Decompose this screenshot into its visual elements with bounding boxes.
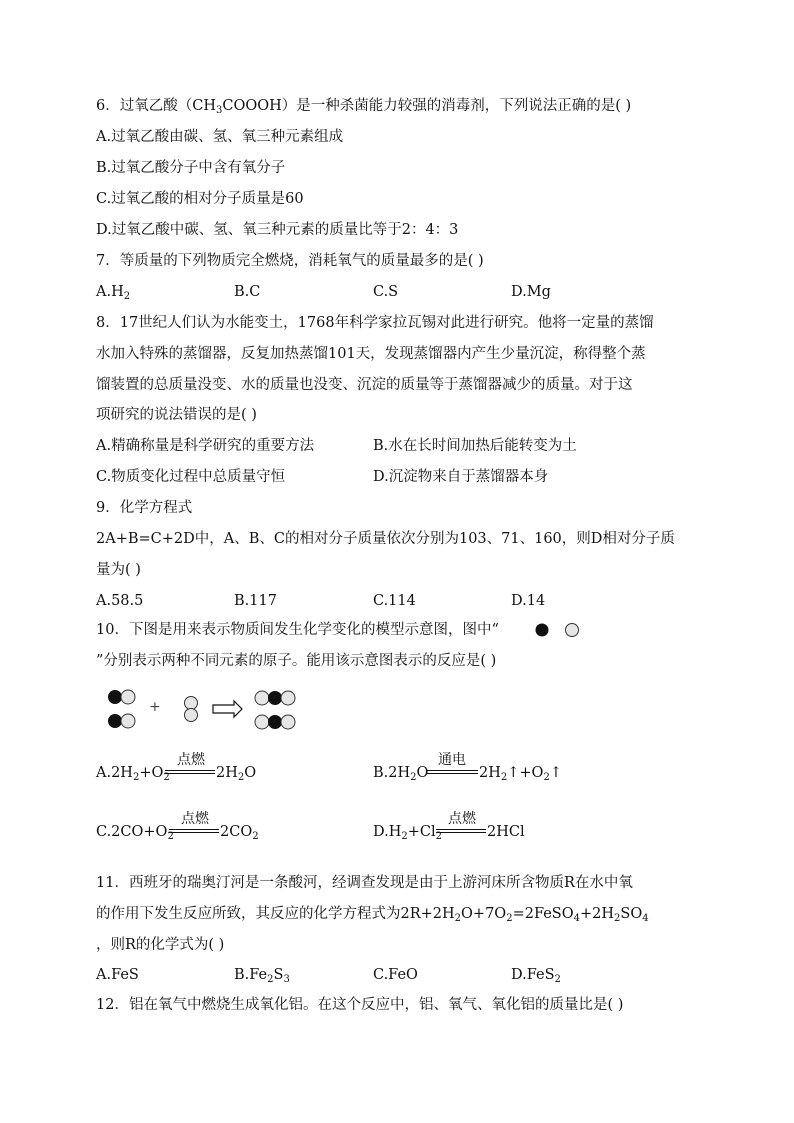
q10-b-condition: 通电: [438, 752, 466, 768]
q9-stem-line-2: 2A+B=C+2D中，A、B、C的相对分子质量依次分别为103、71、160，则D相对分子质: [96, 531, 675, 547]
q6-option-c: C.过氧乙酸的相对分子质量是60: [96, 191, 304, 207]
q9-stem-line-3: 量为( ): [96, 562, 141, 578]
q9-option-c: C.114: [373, 593, 416, 609]
q11-stem-line-3: ，则R的化学式为( ): [96, 937, 225, 953]
product-molecule-1: [255, 691, 295, 705]
equation-bar: [436, 832, 486, 833]
q10-option-d: $D.H_2+Cl_2$: [373, 824, 443, 842]
q10-option-a: $A.2H_2+O_2$: [96, 765, 170, 783]
q8-stem-line-4: 项研究的说法错误的是( ): [96, 407, 257, 423]
q10-b-product: $2H_2↑+O_2↑$: [479, 765, 562, 783]
q7-option-b: B.C: [234, 284, 261, 300]
reaction-model-diagram: [104, 684, 304, 734]
atom-legend-icons: [532, 620, 582, 640]
white-atom-icon: [185, 709, 198, 722]
equation-bar: [426, 773, 478, 774]
q8-option-b: B.水在长时间加热后能转变为土: [373, 438, 577, 454]
q7-option-c: C.S: [373, 284, 399, 300]
q11-option-d: D.FeS$_2$: [511, 967, 561, 985]
white-atom-icon: [281, 715, 295, 729]
black-atom-icon: [108, 714, 122, 728]
reaction-arrow-icon: [213, 701, 242, 717]
q8-option-a: A.精确称量是科学研究的重要方法: [96, 438, 315, 454]
q10-c-product: $2CO_2$: [220, 824, 259, 842]
black-atom-icon: [108, 690, 122, 704]
q10-option-c: $C.2CO+O_2$: [96, 824, 174, 842]
q8-stem-line-3: 馏装置的总质量没变、水的质量也没变、沉淀的质量等于蒸馏器减少的质量。对于这: [96, 377, 633, 393]
equation-bar: [165, 770, 215, 771]
q6-option-a: A.过氧乙酸由碳、氢、氧三种元素组成: [96, 129, 344, 145]
q9-option-b: B.117: [234, 593, 277, 609]
q11-option-b: $B.Fe_2S_3$: [234, 967, 290, 985]
q7-option-a: $A.H_2$: [96, 284, 131, 302]
q11-option-c: C.FeO: [373, 967, 418, 983]
q8-option-d: D.沉淀物来自于蒸馏器本身: [373, 469, 549, 485]
white-atom-icon: [121, 714, 135, 728]
white-atom-icon: [255, 691, 269, 705]
equation-bar: [169, 829, 219, 830]
product-molecule-2: [255, 715, 295, 729]
equation-bar: [169, 832, 219, 833]
white-atom-icon: [255, 715, 269, 729]
q12-stem: 12．铝在氧气中燃烧生成氧化铝。在这个反应中，铝、氧气、氧化铝的质量比是( ): [96, 997, 624, 1013]
white-atom-icon: [121, 690, 135, 704]
white-atom-icon: [566, 624, 579, 637]
q10-d-product: 2HCl: [487, 824, 525, 840]
q10-a-product: $2H_2O$: [216, 765, 257, 783]
reactant-molecule-2: [185, 697, 198, 722]
equation-bar: [165, 773, 215, 774]
reactant-molecule-1: [108, 690, 135, 728]
q8-stem-line-1: 8．17世纪人们认为水能变土，1768年科学家拉瓦锡对此进行研究。他将一定量的蒸馏: [96, 315, 654, 331]
equation-bar: [426, 770, 478, 771]
q11-equation: $2R+2H_2O+7O_2=2FeSO_4+2H_2SO_4$: [400, 906, 649, 924]
plus-sign: +: [149, 699, 161, 715]
q10-c-condition: 点燃: [181, 811, 209, 827]
q10-stem-line-2: ”分别表示两种不同元素的原子。能用该示意图表示的反应是( ): [96, 653, 497, 669]
q6-stem: 6．过氧乙酸$(CH_3COOOH)$是一种杀菌能力较强的消毒剂，下列说法正确的是( ): [96, 98, 632, 116]
black-atom-icon: [536, 624, 549, 637]
q7-option-d: D.Mg: [511, 284, 551, 300]
q6-option-d: D.过氧乙酸中碳、氢、氧三种元素的质量比等于2：4：3: [96, 222, 459, 238]
q10-a-condition: 点燃: [177, 752, 205, 768]
equation-bar: [436, 829, 486, 830]
white-atom-icon: [281, 691, 295, 705]
q9-option-d: D.14: [511, 593, 546, 609]
q8-option-c: C.物质变化过程中总质量守恒: [96, 469, 286, 485]
q11-stem-line-1: 11．西班牙的瑞奥汀河是一条酸河，经调查发现是由于上游河床所含物质R在水中氧: [96, 875, 633, 891]
q8-stem-line-2: 水加入特殊的蒸馏器，反复加热蒸馏101天，发现蒸馏器内产生少量沉淀，称得整个蒸: [96, 346, 646, 362]
black-atom-icon: [268, 691, 282, 705]
black-atom-icon: [268, 715, 282, 729]
q10-stem-line-1: 10．下图是用来表示物质间发生化学变化的模型示意图，图中“: [96, 622, 499, 638]
q6-option-b: B.过氧乙酸分子中含有氧分子: [96, 160, 286, 176]
q11-option-a: A.FeS: [96, 967, 139, 983]
white-atom-icon: [185, 697, 198, 710]
q11-stem-line-2: 的作用下发生反应所致，其反应的化学方程式为$2R+2H_2O+7O_2=2FeSO_4+2H_2SO_4$: [96, 906, 649, 924]
q9-stem-line-1: 9．化学方程式: [96, 500, 193, 516]
q7-stem: 7．等质量的下列物质完全燃烧，消耗氧气的质量最多的是( ): [96, 253, 484, 269]
q9-option-a: A.58.5: [96, 593, 144, 609]
q10-d-condition: 点燃: [448, 811, 476, 827]
q10-option-b: $B.2H_2O$: [373, 765, 429, 783]
